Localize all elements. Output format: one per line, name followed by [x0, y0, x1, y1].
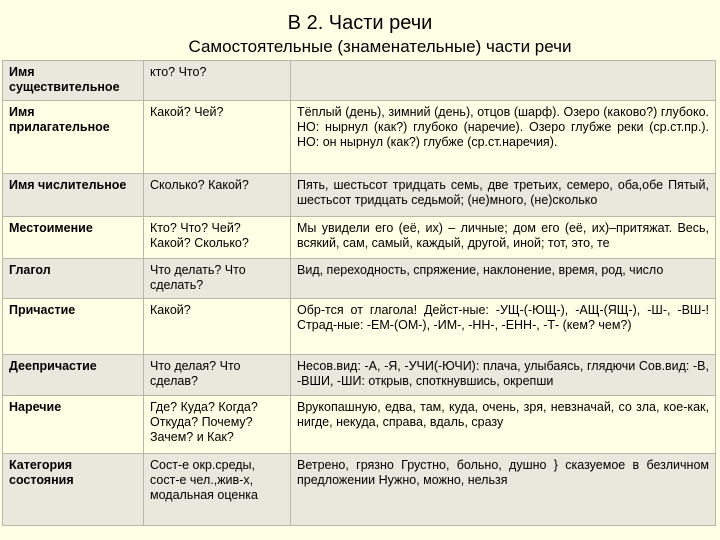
part-description: Врукопашную, едва, там, куда, очень, зря, невзначай, со зла, кое-как, нигде, некуда, справа, вдаль, сразу [291, 396, 716, 454]
table-row [3, 355, 716, 396]
part-description: Ветрено, грязно Грустно, больно, душно } сказуемое в безличном предложении Нужно, можно, нельзя [291, 454, 716, 526]
part-questions: Что делать? Что сделать? [144, 259, 291, 299]
table-row [3, 299, 716, 355]
table-row [3, 101, 716, 174]
part-description: Несов.вид: -А, -Я, -УЧИ(-ЮЧИ): плача, улыбаясь, глядючи Сов.вид: -В, -ВШИ, -ШИ: открыв, споткнувшись, окрепши [291, 355, 716, 396]
page-subtitle: Самостоятельные (знаменательные) части речи [188, 37, 572, 56]
table-row [3, 396, 716, 454]
part-questions: Что делая? Что сделав? [144, 355, 291, 396]
part-questions: кто? Что? [144, 61, 291, 101]
part-questions: Какой? [144, 299, 291, 355]
parts-of-speech-table [2, 60, 716, 526]
part-name: Имя прилагательное [3, 101, 144, 174]
part-name: Причастие [3, 299, 144, 355]
part-questions: Где? Куда? Когда? Откуда? Почему? Зачем? и Как? [144, 396, 291, 454]
part-name: Наречие [3, 396, 144, 454]
table-row [3, 259, 716, 299]
part-questions: Кто? Что? Чей? Какой? Сколько? [144, 217, 291, 259]
part-questions: Какой? Чей? [144, 101, 291, 174]
part-description: Вид, переходность, спряжение, наклонение, время, род, число [291, 259, 716, 299]
part-name: Глагол [3, 259, 144, 299]
part-description: Обр-тся от глагола! Дейст-ные: -УЩ-(-ЮЩ-), -АЩ-(ЯЩ-), -Ш-, -ВШ-! Страд-ные: -ЕМ-(ОМ-), -ИМ-, -НН-, -ЕНН-, -Т- (кем? чем?) [291, 299, 716, 355]
part-description: Мы увидели его (её, их) – личные; дом его (её, их)–притяжат. Весь, всякий, сам, самый, каждый, другой, иной; тот, это, те [291, 217, 716, 259]
page-title: В 2. Части речи [287, 12, 433, 34]
part-questions: Сколько? Какой? [144, 174, 291, 217]
table-row [3, 217, 716, 259]
table-row [3, 174, 716, 217]
table-row [3, 454, 716, 526]
part-description: Тёплый (день), зимний (день), отцов (шарф). Озеро (каково?) глубоко. НО: нырнул (как?) глубоко (наречие). Озеро глубже реки (ср.ст.пр.). НО: он нырнул (как?) глубже (ср.ст.наречия). [291, 101, 716, 174]
part-name: Имя числительное [3, 174, 144, 217]
part-description: Пять, шестьсот тридцать семь, две третьих, семеро, оба,обе Пятый, шестьсот тридцать седьмой; (не)много, (не)сколько [291, 174, 716, 217]
part-description [291, 61, 716, 101]
part-name: Деепричастие [3, 355, 144, 396]
part-name: Местоимение [3, 217, 144, 259]
table-row [3, 61, 716, 101]
part-questions: Сост-е окр.среды, сост-е чел.,жив-х, модальная оценка [144, 454, 291, 526]
part-name: Категория состояния [3, 454, 144, 526]
part-name: Имя существительное [3, 61, 144, 101]
